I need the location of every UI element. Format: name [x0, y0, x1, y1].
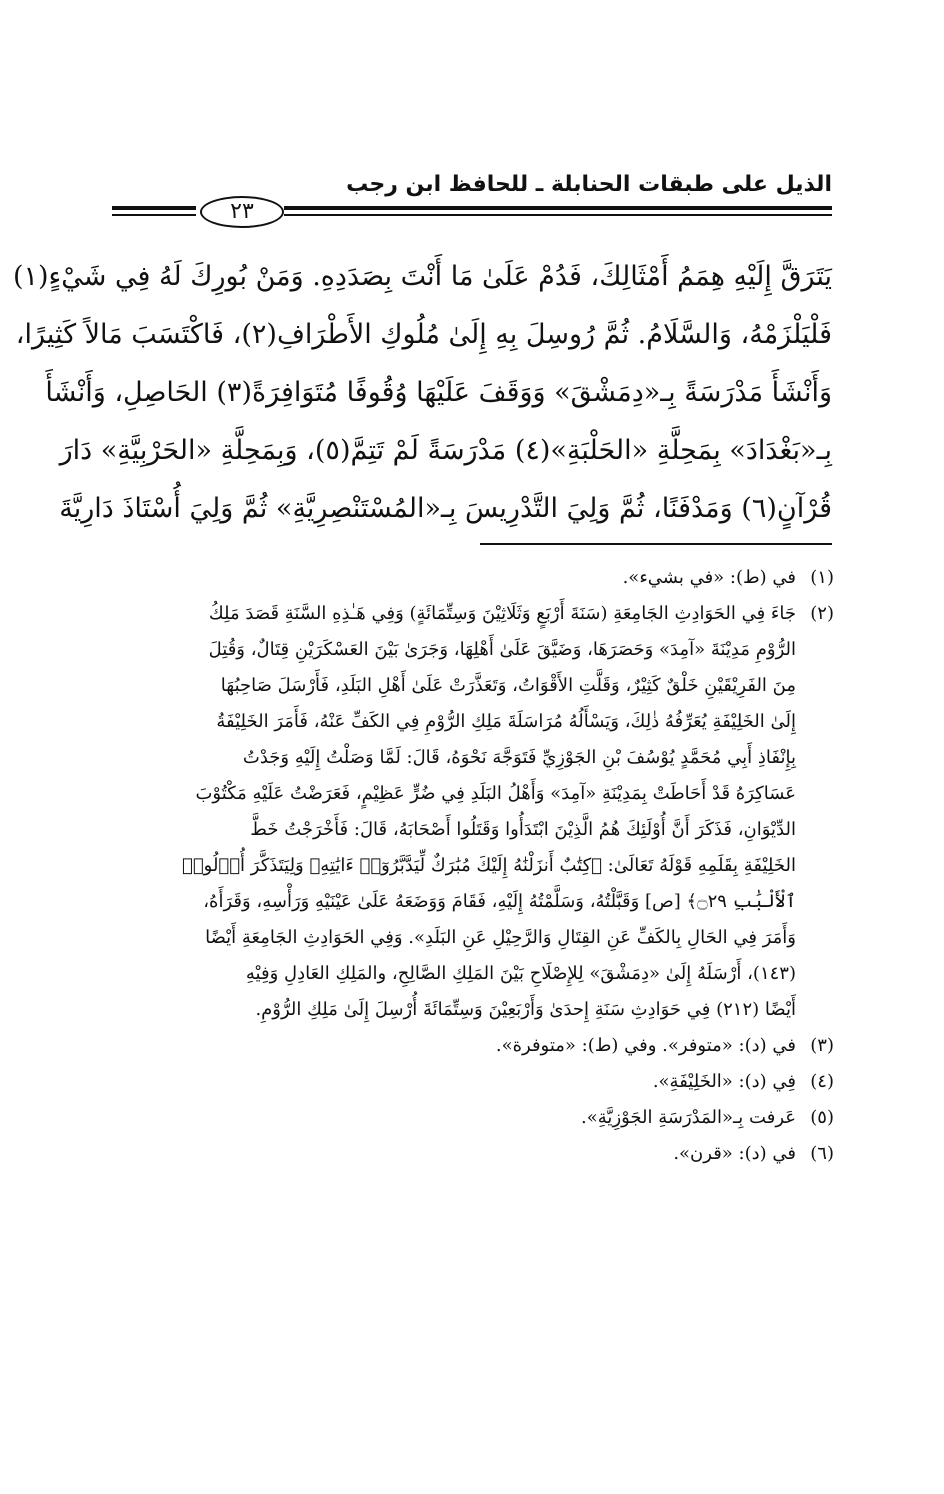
footnote-text [112, 560, 796, 596]
main-text-line: بِـ«بَغْدَادَ» بِمَحِلَّةِ «الحَلْبَةِ»(٤) مَدْرَسَةً لَمْ تَتِمَّ(٥)، وَبِمَحِلَّةِ «الحَرْبِيَّةِ» دَارَ [59, 435, 832, 466]
header-rule-left-thick [112, 206, 196, 210]
footnote-line: إِلَىٰ الخَلِيْفَةِ يُعَرِّفُهُ ذٰلِكَ، وَيَسْأَلُهُ مُرَاسَلَةَ مَلِكِ الرُّوْمِ فِي الكَفِّ عَنْهُ، فَأَمَرَ الخَلِيْفَةُ [216, 711, 796, 732]
footnote-5 [112, 1100, 848, 1136]
footnote-line: (١٤٣)، أَرْسَلَهُ إِلَىٰ «دِمَشْقَ» لِلإِصْلَاحِ بَيْنَ المَلِكِ الصَّالِحِ، والمَلِكِ العَادِلِ وَفِيْهِ [245, 963, 796, 984]
footnote-text [112, 1100, 796, 1136]
footnote-line: الدِّيْوَانِ، فَذَكَرَ أَنَّ أُوْلَئِكَ هُمُ الَّذِيْنَ ابْتَدَأُوا وَقَتَلُوا أَصْحَابَهُ، قَالَ: فَأَخْرَجْتُ خَطَّ [250, 819, 796, 840]
footnote-line: جَاءَ فِي الحَوَادِثِ الجَامِعَةِ (سَنَةَ أَرْبَعٍ وَثَلَاثِيْنَ وَسِتِّمَائَةٍ) وَفِي هَـٰذِهِ السَّنَةِ قَصَدَ مَلِكُ [208, 603, 796, 624]
footnote-3 [112, 1028, 848, 1064]
footnote-line: في (ط): «في بشيء». [622, 567, 796, 588]
main-text-line: وَأَنْشَأَ مَدْرَسَةً بِـ«دِمَشْقَ» وَوَقَفَ عَلَيْهَا وُقُوفًا مُتَوَافِرَةً(٣) الحَاصِلِ، وَأَنْشَأَ [45, 377, 832, 408]
footnote-number: (١) [810, 567, 834, 588]
main-text-line: يَتَرَقَّ إِلَيْهِ هِمَمُ أَمْثَالِكَ، فَدُمْ عَلَىٰ مَا أَنْتَ بِصَدَدِهِ. وَمَنْ بُورِكَ لَهُ فِي شَيْءٍ(١) [12, 261, 832, 292]
footnote-text [112, 1064, 796, 1100]
footnote-number: (٢) [810, 603, 834, 624]
footnote-line: عَسَاكِرَهُ قَدْ أَحَاطَتْ بِمَدِيْنَةِ «آمِدَ» وَأَهْلُ البَلَدِ فِي ضُرٍّ عَظِيْمٍ، فَعَرَضْتُ عَلَيْهِ مَكْتُوْبَ [195, 783, 796, 804]
footnote-2 [112, 596, 848, 1028]
footnote-4 [112, 1064, 848, 1100]
footnote-line: في (د): «متوفر». وفي (ط): «متوفرة». [495, 1035, 796, 1056]
footnote-line: في (د): «قرن». [673, 1143, 796, 1164]
header-rule-right-thin [284, 214, 832, 216]
header-rule-left-thin [112, 214, 196, 216]
main-text-line: قُرْآنٍ(٦) وَمَدْفَنًا، ثُمَّ وَلِيَ التَّدْرِيسَ بِـ«المُسْتَنْصِرِيَّةِ» ثُمَّ وَلِيَ أُسْتَاذَ دَارِيَّةَ [59, 493, 832, 524]
book-title: الذيل على طبقات الحنابلة ـ للحافظ ابن رجب [346, 172, 832, 197]
footnote-line: الرُّوْمِ مَدِيْنَةَ «آمِدَ» وَحَصَرَهَا، وَضَيَّقَ عَلَىٰ أَهْلِهَا، وَجَرَىٰ بَيْنَ العَسْكَرَيْنِ قِتَالٌ، وَقُتِلَ [208, 639, 796, 660]
footnote-line: ٱلْأَلْبَٰبِ ۝٢٩﴾ [ص] وَقَبَّلْتُهُ، وَسَلَّمْتُهُ إِلَيْهِ، فَقَامَ وَوَضَعَهُ عَلَىٰ عَيْنَيْهِ وَرَأْسِهِ، وَقَرَأَهُ، [203, 891, 796, 912]
footnote-number: (٤) [810, 1071, 834, 1092]
footnote-number: (٦) [810, 1143, 834, 1164]
footnote-line: أَيْضًا (٢١٢) فِي حَوَادِثِ سَنَةِ إِحدَىٰ وَأَرْبَعِيْنَ وَسِتِّمَائَةَ أُرْسِلَ إِلَىٰ مَلِكِ الرُّوْمِ. [255, 999, 796, 1020]
footnote-number: (٣) [810, 1035, 834, 1056]
page-number: ٢٣ [200, 196, 284, 228]
footnote-line: الخَلِيْفَةِ بِقَلَمِهِ قَوْلَهُ تَعَالَىٰ: ﴿كِتَٰبٌ أَنزَلْنَٰهُ إِلَيْكَ مُبَٰرَكٌ لِّيَدَّبَّرُوٓا۟ ءَايَٰتِهِۦ وَلِيَتَذَكَّرَ أُو۟لُوا۟ [182, 855, 796, 876]
footnote-6 [112, 1136, 848, 1172]
footnote-line: فِي (د): «الخَلِيْفَةِ». [652, 1071, 796, 1092]
footnote-text [112, 1028, 796, 1064]
header-rule-right-thick [284, 206, 832, 210]
footnote-text [112, 1136, 796, 1172]
footnote-number: (٥) [810, 1107, 834, 1128]
footnote-line: بِإِنْفَاذِ أَبِي مُحَمَّدٍ يُوْسُفَ بْنِ الجَوْزِيِّ فَتَوَجَّهَ نَحْوَهُ، قَالَ: لَمَّا وَصَلْتُ إِلَيْهِ وَجَدْتُ [242, 747, 796, 768]
header-rule [112, 196, 832, 232]
footnote-separator [480, 543, 832, 545]
main-text-line: فَلْيَلْزَمْهُ، وَالسَّلَامُ. ثُمَّ رُوسِلَ بِهِ إِلَىٰ مُلُوكِ الأَطْرَافِ(٢)، فَاكْتَسَبَ مَالاً كَثِيرًا، [15, 319, 832, 350]
footnote-text [112, 596, 796, 1028]
footnote-line: وَأَمَرَ فِي الحَالِ بِالكَفِّ عَنِ القِتَالِ وَالرَّحِيْلِ عَنِ البَلَدِ». وَفِي الحَوَادِثِ الجَامِعَةِ أَيْضًا [205, 927, 796, 948]
footnote-1 [112, 560, 848, 596]
footnotes [112, 560, 848, 1172]
main-text [12, 248, 832, 538]
footnote-line: عَرفت بِـ«المَدْرَسَةِ الجَوْزِيَّةِ». [581, 1107, 796, 1128]
footnote-line: مِنَ الفَرِيْقَيْنِ خَلْقٌ كَثِيْرٌ، وَقَلَّتِ الأَقْوَاتُ، وَتَعَذَّرَتْ عَلَىٰ أَهْلِ البَلَدِ، فَأَرْسَلَ صَاحِبُهَا [220, 675, 796, 696]
